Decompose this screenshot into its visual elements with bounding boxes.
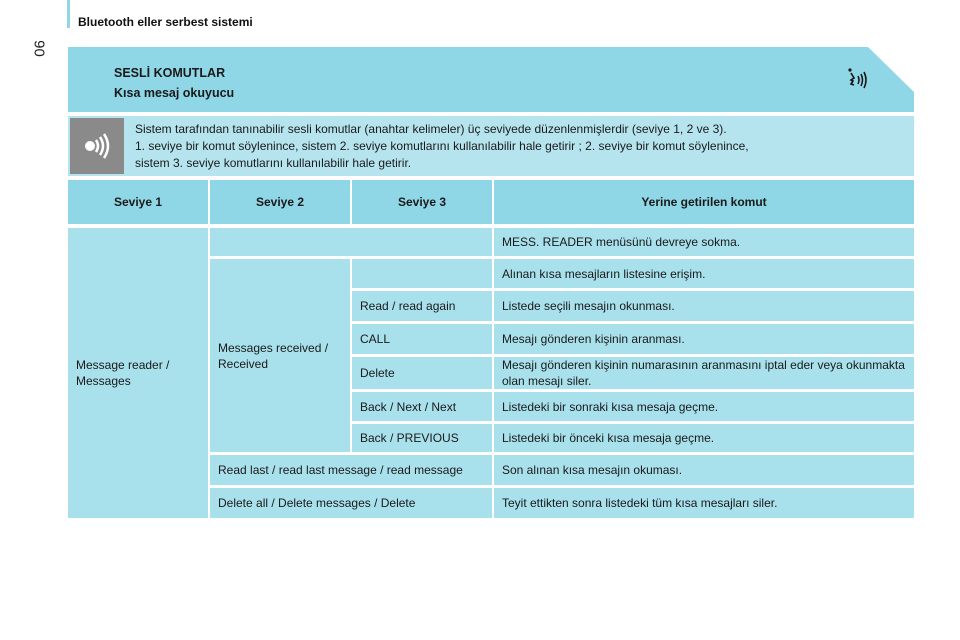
level1-cell: [68, 228, 208, 518]
row7-level3: Back / PREVIOUS: [352, 424, 492, 452]
info-line-1: Sistem tarafından tanınabilir sesli komutlar (anahtar kelimeler) üç seviyede düzenlenmişlerdir (seviye 1, 2 ve 3).: [135, 122, 727, 136]
row9-command: Teyit ettikten sonra listedeki tüm kısa mesajları siler.: [494, 488, 914, 518]
header-command: Yerine getirilen komut: [494, 180, 914, 224]
section-marker-bar: [67, 0, 70, 28]
level2-group-cell: [210, 259, 350, 452]
speaker-sound-icon: [81, 130, 113, 162]
info-line-2: 1. seviye bir komut söylenince, sistem 2. seviye komutlarını kullanılabilir hale getirir ; 2. seviye bir komut söylenince,: [135, 139, 749, 153]
row6-level3: Back / Next / Next: [352, 392, 492, 421]
section-title: Bluetooth eller serbest sistemi: [78, 15, 253, 29]
row1-command: MESS. READER menüsünü devreye sokma.: [494, 228, 914, 256]
row4-command: Mesajı gönderen kişinin aranması.: [494, 324, 914, 354]
voice-command-icon: [845, 66, 869, 94]
banner-title: SESLİ KOMUTLAR: [114, 66, 226, 80]
row5-command: Mesajı gönderen kişinin numarasının aranmasını iptal eder veya okunmakta olan mesajı siler.: [494, 357, 914, 389]
header-level-3: Seviye 3: [352, 180, 492, 224]
row6-command: Listedeki bir sonraki kısa mesaja geçme.: [494, 392, 914, 421]
banner-subtitle: Kısa mesaj okuyucu: [114, 86, 235, 100]
header-level-2: Seviye 2: [210, 180, 350, 224]
row3-level3: Read / read again: [352, 291, 492, 321]
level2-group-label: Messages received / Received: [218, 340, 329, 371]
page-number: 90: [30, 40, 48, 57]
voice-command-table: [68, 180, 914, 518]
row4-level3: CALL: [352, 324, 492, 354]
row1-level2-blank: [210, 228, 492, 256]
row5-level3: Delete: [352, 357, 492, 389]
info-text: [135, 121, 905, 172]
row2-command: Alınan kısa mesajların listesine erişim.: [494, 259, 914, 288]
level1-label: Message reader / Messages: [76, 358, 170, 388]
info-icon-box: [70, 118, 124, 174]
info-line-3: sistem 3. seviye komutlarını kullanılabilir hale getirir.: [135, 156, 412, 170]
row7-command: Listedeki bir önceki kısa mesaja geçme.: [494, 424, 914, 452]
row2-level3: [352, 259, 492, 288]
header-level-1: Seviye 1: [68, 180, 208, 224]
row9-level2: Delete all / Delete messages / Delete: [210, 488, 492, 518]
row3-command: Listede seçili mesajın okunması.: [494, 291, 914, 321]
row8-level2: Read last / read last message / read message: [210, 455, 492, 485]
row8-command: Son alınan kısa mesajın okuması.: [494, 455, 914, 485]
